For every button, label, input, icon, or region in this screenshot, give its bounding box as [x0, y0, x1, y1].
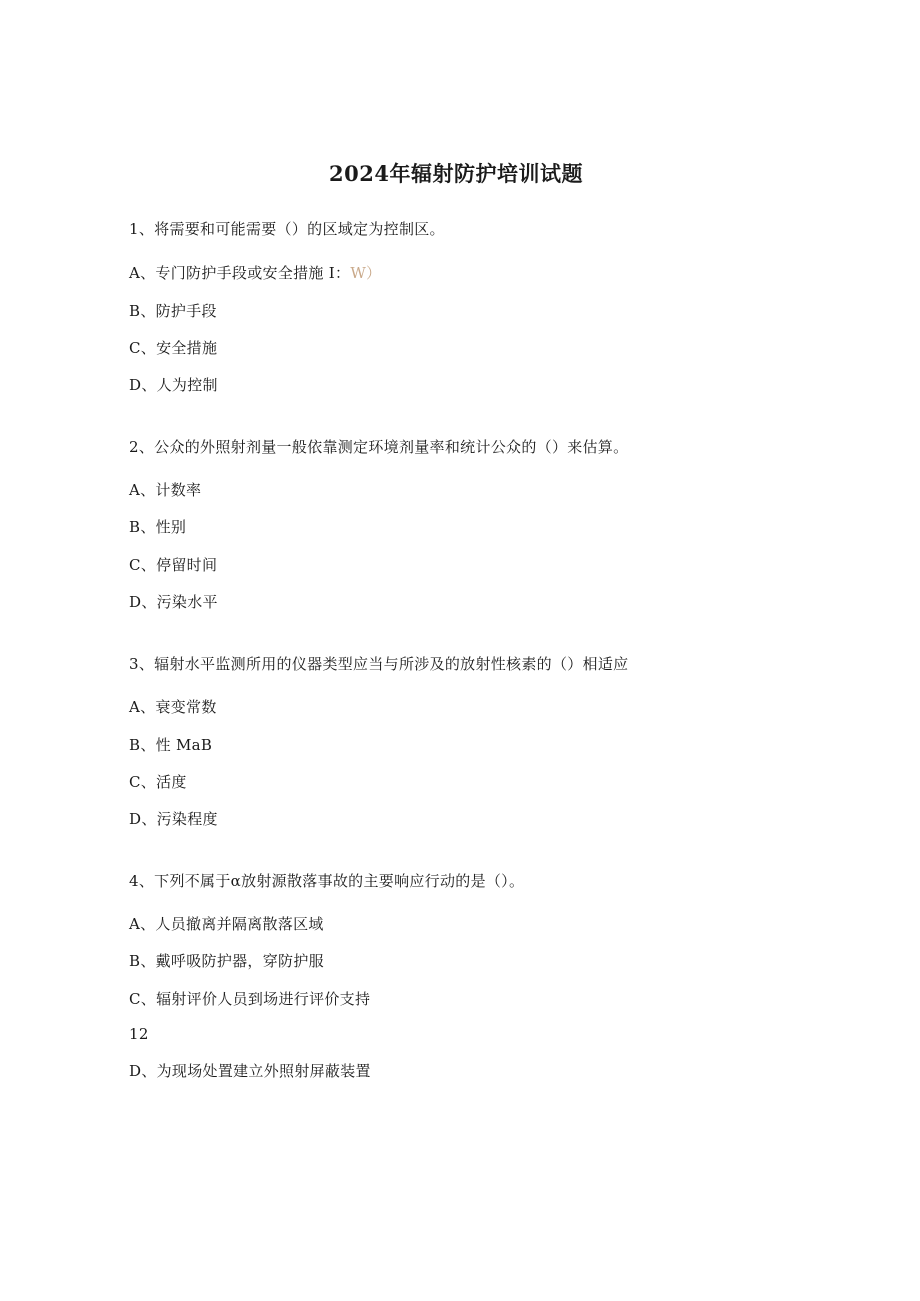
question-4-option-b: B、戴呼吸防护器，穿防护服 [129, 952, 324, 970]
question-3-option-a: A、衰变常数 [129, 698, 217, 716]
question-4-option-c: C、辐射评价人员到场进行评价支持 [129, 990, 371, 1008]
document-title: 2024年辐射防护培训试题 [329, 161, 583, 186]
question-3-option-d: D、污染程度 [129, 810, 218, 828]
option-text: A、专门防护手段或安全措施 I： [129, 264, 351, 282]
option-faint-text: W） [350, 264, 382, 282]
question-2-option-c: C、停留时间 [129, 556, 218, 574]
question-4-option-d: D、为现场处置建立外照射屏蔽装置 [129, 1062, 371, 1080]
question-4-option-a: A、人员撤离并隔离散落区域 [129, 915, 324, 933]
question-1-option-c: C、安全措施 [129, 339, 218, 357]
question-4-stem: 4、下列不属于α放射源散落事故的主要响应行动的是（）。 [129, 872, 525, 890]
question-3-stem: 3、辐射水平监测所用的仪器类型应当与所涉及的放射性核素的（）相适应 [129, 655, 629, 673]
question-3-option-b: B、性 MaB [129, 736, 213, 754]
question-2-option-a: A、计数率 [129, 481, 202, 499]
question-1-option-d: D、人为控制 [129, 376, 218, 394]
question-1-option-a [129, 262, 381, 283]
question-2-option-b: B、性别 [129, 518, 187, 536]
question-1-option-b: B、防护手段 [129, 302, 217, 320]
question-2-option-d: D、污染水平 [129, 593, 218, 611]
question-2-stem: 2、公众的外照射剂量一般依靠测定环境剂量率和统计公众的（）来估算。 [129, 438, 629, 456]
question-1-stem: 1、将需要和可能需要（）的区域定为控制区。 [129, 220, 445, 238]
page-number-artifact: 12 [129, 1025, 149, 1043]
question-3-option-c: C、活度 [129, 773, 187, 791]
